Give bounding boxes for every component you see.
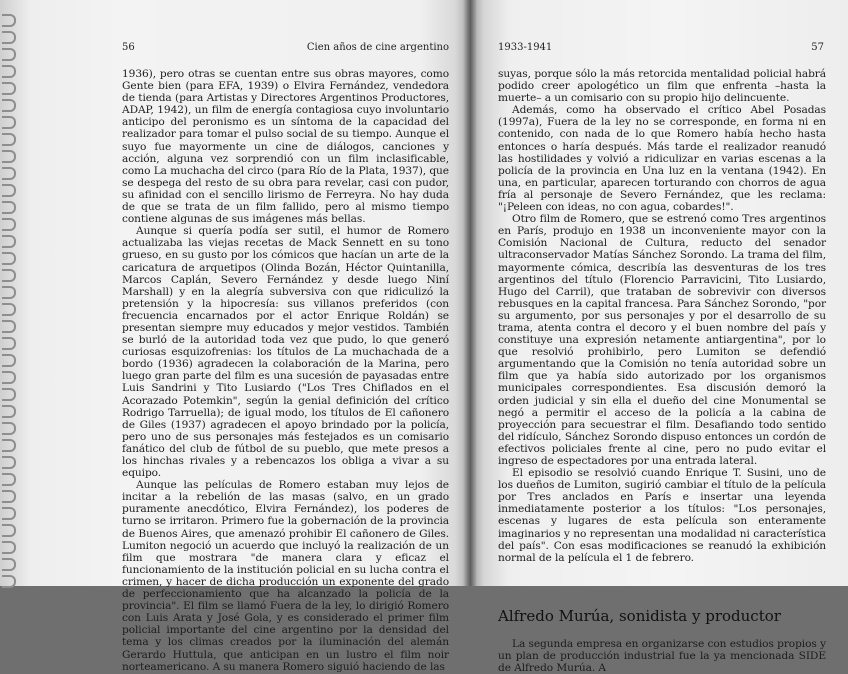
- paragraph: Aunque las películas de Romero estaban muy lejos de incitar a la rebelión de las masas (salvo, en un grado puramente anecdótico, Elvira Fernández), los poderes de turno se irritaron. Primero fue la gobernación de la provincia de Buenos Aires, que amenazó prohibir El cañonero de Giles. Lumiton negoció un acuerdo que incluyó la realización de un film que mostrara "de manera clara y eficaz el funcionamiento de la institución policial en su lucha contra el crimen, y hacer de dicha producción un exponente del grado de perfeccionamiento que ha alcanzado la policía de la provincia". El film se llamó Fuera de la ley, lo dirigió Romero con Luis Arata y José Gola, y es considerado el primer film policial importante del cine argentino por la densidad del tema y los climas creados por la iluminación del alemán Gerardo Huttula, que anticipan en un lustro el film noir norteamericano. A su manera Romero siguió haciendo de las: [122, 479, 449, 673]
- spiral-binding: [0, 0, 16, 586]
- paragraph: La segunda empresa en organizarse con estudios propios y un plan de producción industrial fue la ya mencionada SIDE de Alfredo Murúa. A: [498, 637, 826, 674]
- spiral-ring: [2, 82, 16, 95]
- spiral-ring: [2, 252, 16, 265]
- spiral-ring: [2, 388, 16, 401]
- spiral-ring: [2, 99, 16, 112]
- spiral-ring: [2, 218, 16, 231]
- paragraph: El episodio se resolvió cuando Enrique T. Susini, uno de los dueños de Lumiton, sugirió cambiar el título de la película por Tres anclados en París e insertar una leyenda inmediatamente posterior a los títulos: "Los personajes, escenas y lugares de esta película son enteramente imaginarios y no representan una modalidad ni característica del país". Con esas modificaciones se reanudó la exhibición normal de la película el 1 de febrero.: [498, 467, 826, 564]
- spiral-ring: [2, 456, 16, 469]
- spiral-ring: [2, 524, 16, 537]
- left-page-number: 56: [122, 42, 135, 53]
- spiral-ring: [2, 507, 16, 520]
- spiral-ring: [2, 405, 16, 418]
- paragraph: suyas, porque sólo la más retorcida mentalidad policial habrá podido creer apologético un film que enfrenta –hasta la muerte– a un comisario con su propio hijo delincuente.: [498, 68, 826, 105]
- spiral-ring: [2, 167, 16, 180]
- spiral-ring: [2, 575, 16, 588]
- left-running-head: Cien años de cine argentino: [306, 42, 449, 53]
- section-spacer: [498, 564, 826, 598]
- book-gutter-shadow: [463, 0, 477, 586]
- spiral-ring: [2, 14, 16, 27]
- spiral-ring: [2, 48, 16, 61]
- spiral-ring: [2, 31, 16, 44]
- right-body-text: [498, 68, 826, 674]
- spiral-ring: [2, 439, 16, 452]
- paragraph: Otro film de Romero, que se estrenó como Tres argentinos en París, produjo en 1938 un inconveniente mayor con la Comisión Nacional de Cultura, reducto del senador ultraconservador Matías Sánchez Sorondo. La trama del film, mayormente cómica, describía las desventuras de los tres argentinos del título (Florencio Parravicini, Tito Lusiardo, Hugo del Carril), que trataban de sobrevivir con diversos rebusques en la capital francesa. Para Sánchez Sorondo, "por su argumento, por sus personajes y por el desarrollo de su trama, atenta contra el decoro y el buen nombre del país y constituye una expresión netamente antiargentina", por lo que resolvió prohibirlo, pero Lumiton se defendió argumentando que la Comisión no tenía autoridad sobre un film que ya había sido autorizado por los organismos municipales correspondientes. Esa discusión demoró la orden judicial y sin ella el dueño del cine Monumental se negó a permitir el acceso de la policía a la cabina de proyección para secuestrar el film. Desafiando todo sentido del ridículo, Sánchez Sorondo dispuso entonces un cordón de efectivos policiales frente al cine, pero no pudo evitar el ingreso de espectadores por una entrada lateral.: [498, 213, 826, 467]
- spiral-ring: [2, 371, 16, 384]
- spiral-ring: [2, 116, 16, 129]
- spiral-ring: [2, 473, 16, 486]
- spiral-ring: [2, 65, 16, 78]
- spiral-ring: [2, 541, 16, 554]
- spiral-ring: [2, 558, 16, 571]
- spiral-ring: [2, 269, 16, 282]
- spiral-ring: [2, 235, 16, 248]
- spiral-ring: [2, 150, 16, 163]
- paragraph: Aunque si quería podía ser sutil, el humor de Romero actualizaba las viejas recetas de Mack Sennett en su tono grueso, en su gusto por los cómicos que hacían un arte de la caricatura de arquetipos (Olinda Bozán, Héctor Quintanilla, Marcos Caplán, Severo Fernández y desde luego Niní Marshall) y en la alegría subversiva con que ridiculizó la pretensión y la hipocresía: sus villanos preferidos (con frecuencia encarnados por el actor Enrique Roldán) se presentan siempre muy educados y mejor vestidos. También se burló de la autoridad toda vez que pudo, lo que generó curiosas esquizofrenias: los títulos de La muchachada de a bordo (1936) agradecen la colaboración de la Marina, pero luego gran parte del film es una sucesión de payasadas entre Luis Sandrini y Tito Lusiardo ("Los Tres Chiflados en el Acorazado Potemkin", según la genial definición del crítico Rodrigo Tarruella); de igual modo, los títulos de El cañonero de Giles (1937) agradecen el apoyo brindado por la policía, pero uno de sus personajes más festejados es un comisario fanático del club de fútbol de su pueblo, que mete presos a los hinchas rivales y a rebencazos los obliga a vivar a su equipo.: [122, 225, 449, 480]
- spiral-ring: [2, 303, 16, 316]
- spiral-ring: [2, 337, 16, 350]
- section-heading: Alfredo Murúa, sonidista y productor: [498, 606, 781, 625]
- paragraph: 1936), pero otras se cuentan entre sus obras mayores, como Gente bien (para EFA, 1939) o Elvira Fernández, vendedora de tienda (para Artistas y Directores Argentinos Productores, ADAP, 1942), un film de energía contagiosa cuyo involuntario anticipo del peronismo es un síntoma de la capacidad del realizador para tomar el pulso social de su tiempo. Aunque el suyo fue mayormente un cine de diálogos, canciones y acción, alguna vez sorprendió con un film inclasificable, como La muchacha del circo (para Río de la Plata, 1937), que se despega del resto de su obra para revelar, casi con pudor, su afinidad con el sencillo lirismo de Ferreyra. No hay duda de que se trata de un film fallido, pero al mismo tiempo contiene algunas de sus imágenes más bellas.: [122, 68, 449, 226]
- spiral-ring: [2, 320, 16, 333]
- left-body-text: [122, 68, 449, 673]
- spiral-ring: [2, 354, 16, 367]
- spiral-ring: [2, 286, 16, 299]
- spiral-ring: [2, 201, 16, 214]
- paragraph: Además, como ha observado el crítico Abel Posadas (1997a), Fuera de la ley no se corresponde, en forma ni en contenido, con nada de lo que Romero había hecho hasta entonces o haría después. Más tarde el realizador reanudó las hostilidades y volvió a ridiculizar en varias escenas a la policía de la provincia en Una luz en la ventana (1942). En una, en particular, aparecen torturando con chorros de agua fría al personaje de Severo Fernández, que les reclama: "¡Peleen con ideas, no con agua, cobardes!".: [498, 104, 826, 214]
- spiral-ring: [2, 184, 16, 197]
- right-running-head: 1933-1941: [498, 42, 553, 53]
- right-page-number: 57: [811, 42, 824, 53]
- spiral-ring: [2, 133, 16, 146]
- spiral-ring: [2, 490, 16, 503]
- spiral-ring: [2, 422, 16, 435]
- right-page: [470, 0, 848, 674]
